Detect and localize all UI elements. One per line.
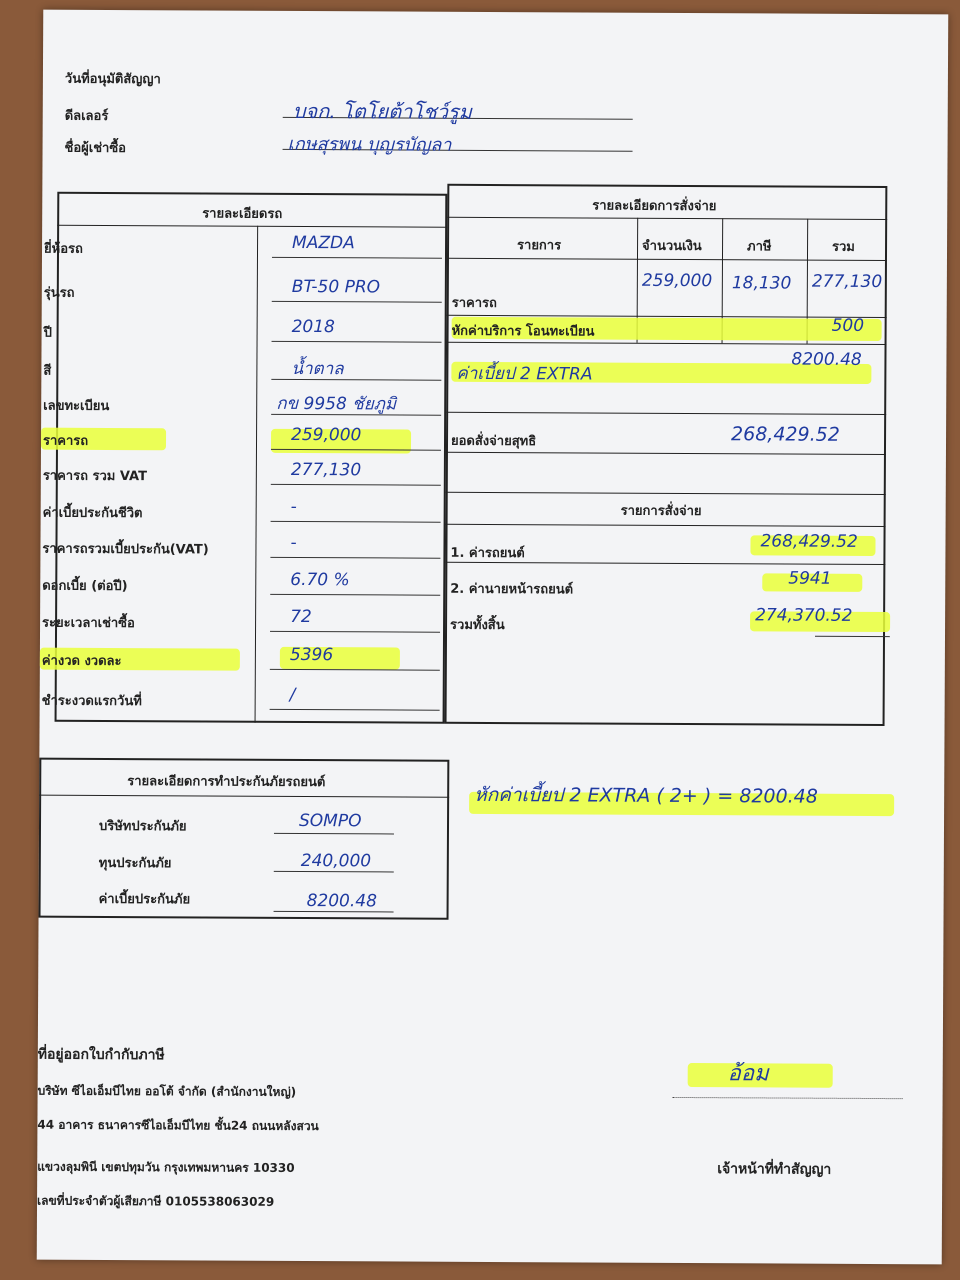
car-detail-label: ดอกเบี้ย (ต่อปี) [42,578,128,595]
insurance-sum-value: 240,000 [300,850,372,872]
car-detail-value: 72 [290,606,312,628]
transfer-fee-total: 500 [831,315,865,336]
payment-item-car-value: 268,429.52 [760,531,858,552]
col-tax-header: ภาษี [747,239,772,255]
net-value: 268,429.52 [731,423,840,446]
renter-value: เกษสุรพน บุญรบัญลา [287,133,452,156]
officer-label: เจ้าหน้าที่ทำสัญญา [717,1161,832,1178]
col-item-header: รายการ [517,238,562,254]
col-amount-header: จำนวนเงิน [642,238,702,255]
car-details-title: รายละเอียดรถ [202,206,283,222]
insurance-deduction-note: หักค่าเบี้ยป 2 EXTRA ( 2+ ) = 8200.48 [474,783,818,808]
insurance-company-label: บริษัทประกันภัย [98,818,187,835]
dealer-label: ดีลเลอร์ [64,108,109,124]
car-detail-label: ราคารถ รวม VAT [42,468,148,485]
car-detail-value: - [290,496,297,517]
insurance-company-value: SOMPO [298,810,362,832]
car-details-table [55,192,448,724]
insurance-premium-value: 8200.48 [306,891,377,912]
car-price-amount: 259,000 [641,270,713,292]
tax-address-line-3: แขวงลุมพินี เขตปทุมวัน กรุงเทพมหานคร 10330 [37,1159,295,1175]
car-detail-label: ราคารถ [42,433,89,449]
car-detail-value: 277,130 [290,459,362,481]
tax-address-line-1: บริษัท ซีไอเอ็มบีไทย ออโต้ จำกัด (สำนักงานใหญ่) [37,1083,297,1099]
payment-list-title: รายการสั่งจ่าย [620,503,702,520]
insurance-title: รายละเอียดการทำประกันภัยรถยนต์ [127,774,326,791]
approval-date-label: วันที่อนุมัติสัญญา [64,71,161,88]
car-detail-label: ค่าเบี้ยประกันชีวิต [42,505,143,522]
car-detail-value: BT-50 PRO [291,276,381,298]
insurance-premium-label: ค่าเบี้ยประกันภัย [98,891,191,908]
payment-item-commission: 2. ค่านายหน้ารถยนต์ [450,581,574,598]
tax-id-line: เลขที่ประจำตัวผู้เสียภาษี 0105538063029 [37,1193,275,1209]
car-price-tax: 18,130 [731,273,792,294]
car-detail-value: กข 9958 ชัยภูมิ [276,393,397,415]
car-detail-label: ค่างวด งวดละ [41,653,122,670]
payment-item-commission-value: 5941 [788,568,832,589]
car-detail-label: ราคารถรวมเบี้ยประกัน(VAT) [42,541,209,558]
payment-item-car: 1. ค่ารถยนต์ [450,545,525,562]
car-detail-value: 5396 [289,644,334,666]
payment-details-title: รายละเอียดการสั่งจ่าย [592,198,717,215]
insurance-amount: 8200.48 [791,349,862,370]
car-detail-label: สี [43,363,52,379]
car-detail-value: / [289,684,296,705]
car-price-label: ราคารถ [451,295,497,312]
car-detail-value: - [290,532,297,553]
insurance-note: ค่าเบี้ยป 2 EXTRA [456,363,593,385]
car-detail-value: น้ำตาล [291,358,344,380]
car-detail-label: เลขทะเบียน [43,398,110,414]
document-page [37,10,949,1265]
net-label: ยอดสั่งจ่ายสุทธิ [450,433,537,450]
car-price-total: 277,130 [811,271,883,293]
payment-total-label: รวมทั้งสิ้น [450,617,505,634]
renter-label: ชื่อผู้เช่าซื้อ [64,140,127,157]
payment-total-value: 274,370.52 [755,605,853,626]
car-detail-label: รุ่นรถ [43,285,75,301]
transfer-fee-label: หักค่าบริการ โอนทะเบียน [451,323,595,340]
dealer-value: บจก. โตโยต้าโชว์รูม [292,98,472,124]
car-detail-value: 2018 [291,316,335,338]
car-detail-label: ยี่ห้อรถ [43,241,83,257]
car-detail-label: ระยะเวลาเช่าซื้อ [42,615,135,632]
col-total-header: รวม [832,239,855,255]
car-detail-label: ปี [43,325,52,341]
officer-signature: อ้อม [727,1061,769,1087]
car-detail-value: 259,000 [291,424,362,446]
payment-details-table [445,184,888,726]
insurance-sum-label: ทุนประกันภัย [98,855,172,872]
tax-address-title: ที่อยู่ออกใบกำกับภาษี [37,1046,165,1064]
car-detail-label: ชำระงวดแรกวันที่ [41,693,142,710]
car-detail-value: MAZDA [292,232,355,254]
car-detail-value: 6.70 % [290,569,350,591]
tax-address-line-2: 44 อาคาร ธนาคารซีไอเอ็มบีไทย ชั้น24 ถนนหลังสวน [37,1117,319,1134]
